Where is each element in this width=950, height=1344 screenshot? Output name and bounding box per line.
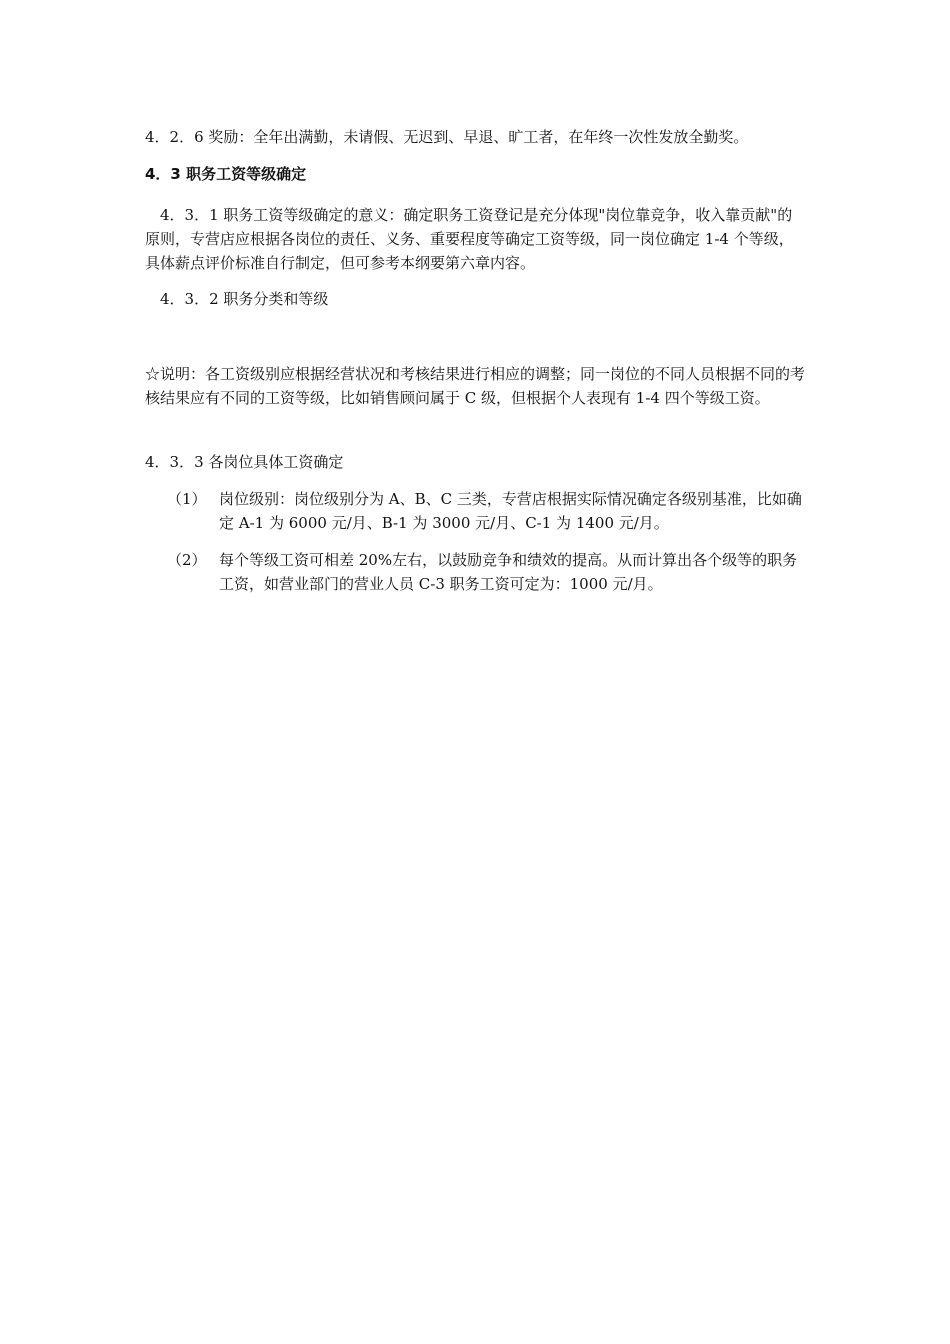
note-paragraph: ☆说明：各工资级别应根据经营状况和考核结果进行相应的调整；同一岗位的不同人员根据不同的考核结果应有不同的工资等级，比如销售顾问属于 C 级，但根据个人表现有 1-4 四个等级工资。 <box>145 365 806 407</box>
section-heading-4-3: 4．3 职务工资等级确定 <box>145 165 307 183</box>
list-text: 岗位级别：岗位级别分为 A、B、C 三类，专营店根据实际情况确定各级别基准，比如确定 A-1 为 6000 元/月、B-1 为 3000 元/月、C-1 为 1400 元/月。 <box>219 490 802 532</box>
list-text: 每个等级工资可相差 20%左右，以鼓励竞争和绩效的提高。从而计算出各个级等的职务工资，如营业部门的营业人员 C-3 职务工资可定为：1000 元/月。 <box>219 551 798 593</box>
paragraph-4-3-2: 4．3．2 职务分类和等级 <box>160 290 329 308</box>
paragraph-4-3-1: 4．3．1 职务工资等级确定的意义：确定职务工资登记是充分体现"岗位靠竞争，收入靠贡献"的原则，专营店应根据各岗位的责任、义务、重要程度等确定工资等级，同一岗位确定 1-4 个等级，具体薪点评价标准自行制定，但可参考本纲要第六章内容。 <box>145 206 794 272</box>
list-number: （2） <box>167 551 207 569</box>
paragraph-4-3-3: 4．3．3 各岗位具体工资确定 <box>145 453 344 471</box>
paragraph-4-2-6: 4．2．6 奖励：全年出满勤，未请假、无迟到、早退、旷工者，在年终一次性发放全勤奖。 <box>145 128 749 146</box>
list-number: （1） <box>167 490 207 508</box>
